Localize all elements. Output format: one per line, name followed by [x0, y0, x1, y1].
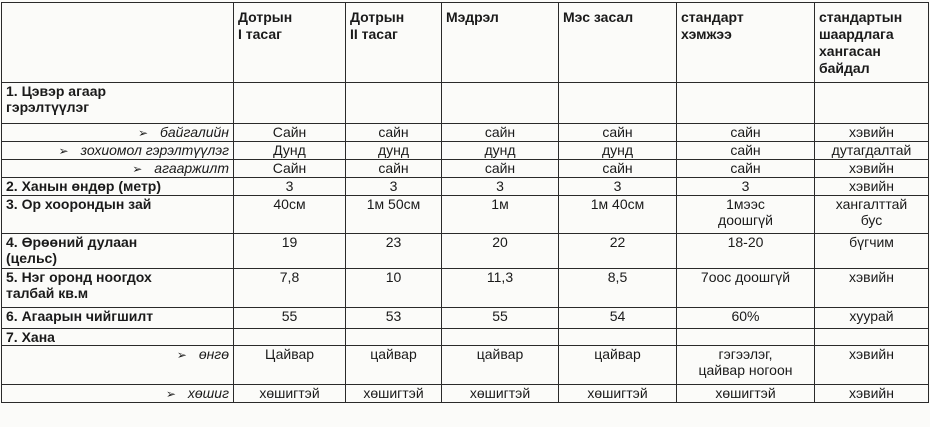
value-cell: 8,5 [559, 269, 677, 308]
arrow-bullet-icon: ➢ [165, 387, 176, 401]
value-cell: 22 [559, 234, 677, 269]
value-cell: Цайвар [234, 346, 346, 385]
value-cell [234, 83, 346, 124]
table-row [2, 346, 929, 385]
header-cell-neurology: Мэдрэл [442, 3, 559, 83]
header-cell-compliance: стандартын шаардлага хангасан байдал [815, 3, 929, 83]
row-label: 2. Ханын өндөр (метр) [2, 178, 234, 196]
value-cell: сайн [442, 160, 559, 178]
standard-cell: 1мээс доошгүй [677, 196, 815, 234]
compliance-cell: хэвийн [815, 269, 929, 308]
row-sublabel [2, 124, 234, 142]
compliance-cell: хэвийн [815, 160, 929, 178]
value-cell: 23 [346, 234, 442, 269]
standard-cell [677, 329, 815, 346]
compliance-cell [815, 83, 929, 124]
header-cell-blank [2, 3, 234, 83]
compliance-cell: дутагдалтай [815, 142, 929, 160]
value-cell [559, 329, 677, 346]
value-cell: 55 [234, 308, 346, 329]
value-cell: 1м [442, 196, 559, 234]
value-cell: хөшигтэй [559, 385, 677, 403]
table-row [2, 269, 929, 308]
table-row [2, 196, 929, 234]
row-sublabel-text: өнгө [198, 346, 229, 362]
value-cell: сайн [442, 124, 559, 142]
value-cell [559, 83, 677, 124]
header-cell-standard: стандарт хэмжээ [677, 3, 815, 83]
value-cell: 19 [234, 234, 346, 269]
table-row [2, 329, 929, 346]
row-label: 1. Цэвэр агаар гэрэлтүүлэг [2, 83, 234, 124]
standard-cell: сайн [677, 124, 815, 142]
value-cell: сайн [346, 124, 442, 142]
value-cell: 55 [442, 308, 559, 329]
table-row [2, 234, 929, 269]
header-cell-internal-2: Дотрын II тасаг [346, 3, 442, 83]
value-cell: цайвар [559, 346, 677, 385]
header-cell-internal-1: Дотрын I тасаг [234, 3, 346, 83]
value-cell [442, 329, 559, 346]
value-cell: сайн [346, 160, 442, 178]
row-sublabel [2, 142, 234, 160]
standard-cell: гэгээлэг, цайвар ногоон [677, 346, 815, 385]
value-cell: 3 [234, 178, 346, 196]
value-cell [234, 329, 346, 346]
value-cell: 3 [346, 178, 442, 196]
table-row [2, 142, 929, 160]
value-cell [346, 83, 442, 124]
table-row [2, 124, 929, 142]
value-cell: цайвар [442, 346, 559, 385]
value-cell: 40см [234, 196, 346, 234]
value-cell: 3 [559, 178, 677, 196]
compliance-cell: хангалттай бус [815, 196, 929, 234]
value-cell: хөшигтэй [346, 385, 442, 403]
standard-cell: сайн [677, 160, 815, 178]
value-cell: 1м 50см [346, 196, 442, 234]
value-cell: дунд [346, 142, 442, 160]
value-cell: Сайн [234, 124, 346, 142]
value-cell [346, 329, 442, 346]
arrow-bullet-icon: ➢ [176, 348, 187, 362]
header-cell-surgery: Мэс засал [559, 3, 677, 83]
row-sublabel [2, 346, 234, 385]
value-cell: дунд [442, 142, 559, 160]
value-cell: дунд [559, 142, 677, 160]
table-row [2, 178, 929, 196]
arrow-bullet-icon: ➢ [132, 162, 143, 176]
value-cell: Дунд [234, 142, 346, 160]
header-row [2, 3, 929, 83]
value-cell: цайвар [346, 346, 442, 385]
value-cell: Сайн [234, 160, 346, 178]
compliance-cell [815, 329, 929, 346]
value-cell: хөшигтэй [442, 385, 559, 403]
row-sublabel [2, 160, 234, 178]
row-sublabel [2, 385, 234, 403]
row-label: 3. Ор хоорондын зай [2, 196, 234, 234]
row-label: 4. Өрөөний дулаан (цельс) [2, 234, 234, 269]
value-cell: 1м 40см [559, 196, 677, 234]
value-cell: 11,3 [442, 269, 559, 308]
standard-cell [677, 83, 815, 124]
compliance-cell: хэвийн [815, 178, 929, 196]
row-label: 7. Хана [2, 329, 234, 346]
compliance-cell: хэвийн [815, 385, 929, 403]
value-cell: 54 [559, 308, 677, 329]
value-cell: хөшигтэй [234, 385, 346, 403]
table-row [2, 160, 929, 178]
value-cell: сайн [559, 124, 677, 142]
hygiene-assessment-table [1, 2, 929, 403]
compliance-cell: хэвийн [815, 346, 929, 385]
arrow-bullet-icon: ➢ [137, 126, 148, 140]
table-row [2, 308, 929, 329]
standard-cell: 60% [677, 308, 815, 329]
standard-cell: 18-20 [677, 234, 815, 269]
value-cell: 10 [346, 269, 442, 308]
table-row [2, 83, 929, 124]
row-label: 5. Нэг оронд ноогдох талбай кв.м [2, 269, 234, 308]
compliance-cell: хэвийн [815, 124, 929, 142]
row-sublabel-text: агааржилт [154, 160, 229, 176]
value-cell: 53 [346, 308, 442, 329]
compliance-cell: бүгчим [815, 234, 929, 269]
row-label: 6. Агаарын чийгшилт [2, 308, 234, 329]
arrow-bullet-icon: ➢ [58, 144, 69, 158]
standard-cell: хөшигтэй [677, 385, 815, 403]
table-row [2, 385, 929, 403]
row-sublabel-text: зохиомол гэрэлтүүлэг [80, 142, 229, 158]
value-cell: 7,8 [234, 269, 346, 308]
value-cell: 3 [442, 178, 559, 196]
standard-cell: 7оос доошгүй [677, 269, 815, 308]
row-sublabel-text: хөшиг [187, 385, 229, 401]
row-sublabel-text: байгалийн [160, 124, 229, 140]
value-cell [442, 83, 559, 124]
compliance-cell: хуурай [815, 308, 929, 329]
value-cell: сайн [559, 160, 677, 178]
standard-cell: сайн [677, 142, 815, 160]
value-cell: 20 [442, 234, 559, 269]
standard-cell: 3 [677, 178, 815, 196]
